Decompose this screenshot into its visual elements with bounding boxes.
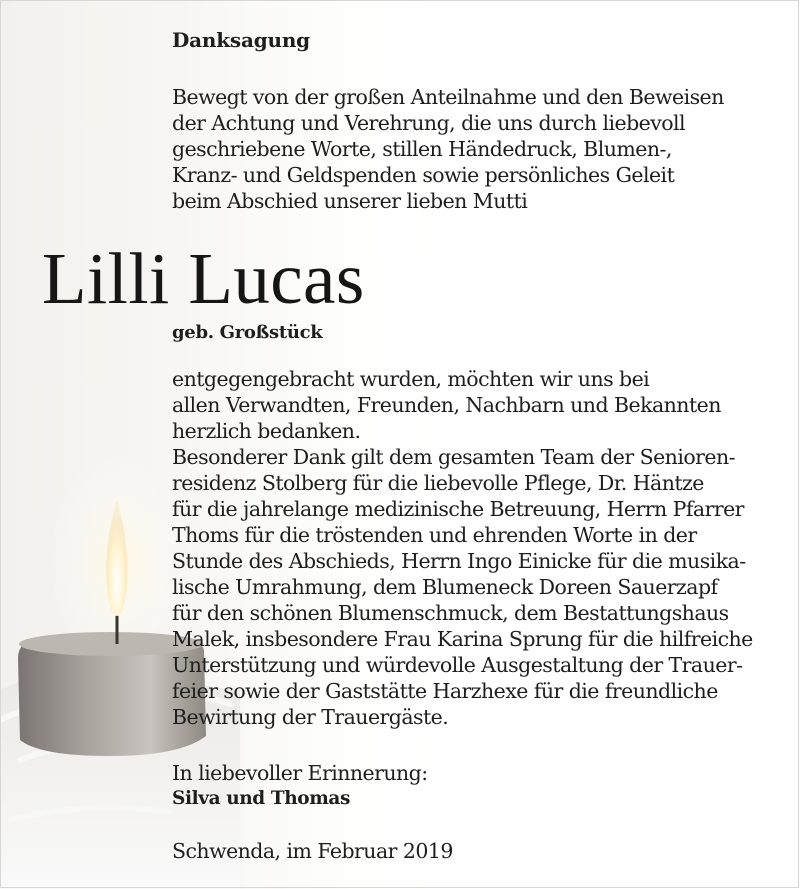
body-line: herzlich bedanken. [172, 419, 361, 443]
thanks-paragraph [172, 366, 753, 730]
body-line: für den schönen Blumenschmuck, dem Bestattungshaus [172, 601, 729, 625]
body-line: residenz Stolberg für die liebevolle Pflege, Dr. Häntze [172, 471, 704, 495]
body-line: feier sowie der Gaststätte Harzhexe für die freundliche [172, 679, 718, 703]
body-line: Malek, insbesondere Frau Karina Sprung für die hilfreiche [172, 627, 753, 651]
body-line: Besonderer Dank gilt dem gesamten Team der Senioren- [172, 445, 735, 469]
intro-line: geschriebene Worte, stillen Händedruck, Blumen-, [172, 137, 672, 161]
intro-paragraph [172, 84, 724, 214]
body-line: allen Verwandten, Freunden, Nachbarn und Bekannten [172, 393, 721, 417]
body-line: Stunde des Abschieds, Herrn Ingo Einicke für die musika- [172, 549, 746, 573]
body-line: für die jahrelange medizinische Betreuung, Herrn Pfarrer [172, 497, 744, 521]
intro-line: Bewegt von der großen Anteilnahme und den Beweisen [172, 85, 724, 109]
place-date: Schwenda, im Februar 2019 [172, 839, 453, 863]
intro-line: der Achtung und Verehrung, die uns durch liebevoll [172, 111, 686, 135]
maiden-name: geb. Großstück [172, 322, 323, 343]
signers: Silva und Thomas [172, 788, 351, 809]
notice-heading: Danksagung [172, 28, 310, 52]
body-line: lische Umrahmung, dem Blumeneck Doreen Sauerzapf [172, 575, 718, 599]
body-line: Unterstützung und würdevolle Ausgestaltung der Trauer- [172, 653, 743, 677]
closing-phrase: In liebevoller Erinnerung: [172, 761, 428, 785]
body-line: entgegengebracht wurden, möchten wir uns bei [172, 367, 650, 391]
deceased-name: Lilli Lucas [42, 238, 365, 319]
intro-line: Kranz- und Geldspenden sowie persönliches Geleit [172, 163, 675, 187]
body-line: Bewirtung der Trauergäste. [172, 705, 449, 729]
intro-line: beim Abschied unserer lieben Mutti [172, 189, 528, 213]
body-line: Thoms für die tröstenden und ehrenden Worte in der [172, 523, 697, 547]
